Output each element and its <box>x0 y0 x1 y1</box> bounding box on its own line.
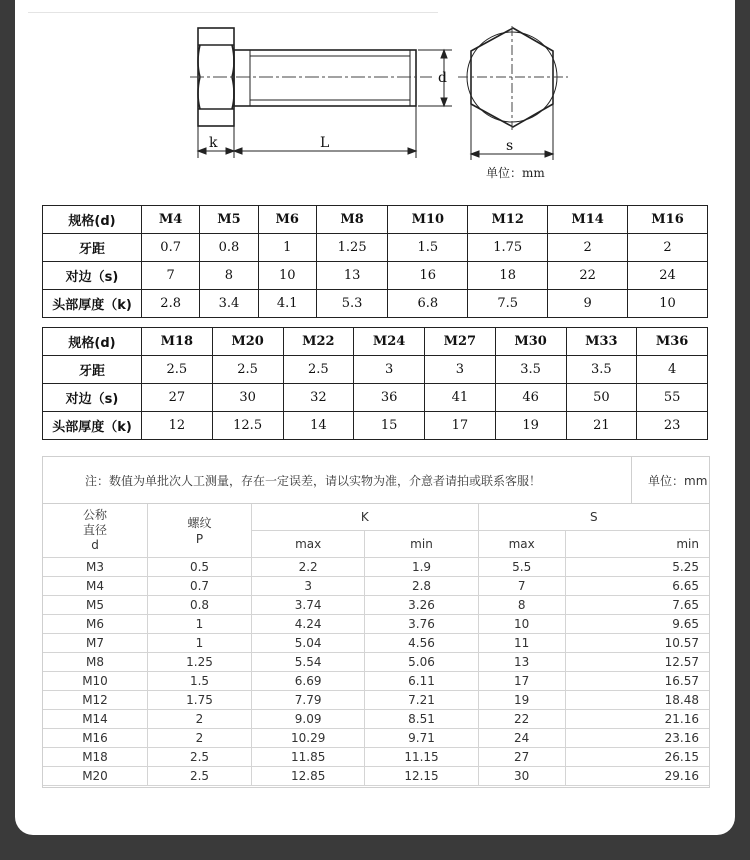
s-label: s <box>506 138 514 154</box>
size-cell: M33 <box>566 328 637 356</box>
nominal-cell: M3 <box>43 558 148 577</box>
s-cell: 8 <box>200 262 258 290</box>
pitch-cell: 1.5 <box>388 234 468 262</box>
k-cell: 21 <box>566 412 637 440</box>
row-label: 规格(d) <box>43 206 142 234</box>
s-cell: 32 <box>283 384 354 412</box>
s-min-cell: 21.16 <box>565 710 709 729</box>
k-min-cell: 2.8 <box>365 577 478 596</box>
k-min-cell: 7.21 <box>365 691 478 710</box>
s-cell: 22 <box>548 262 628 290</box>
s-max-cell: 11 <box>478 634 565 653</box>
k-cell: 2.8 <box>142 290 200 318</box>
s-min-cell: 6.65 <box>565 577 709 596</box>
k-cell: 5.3 <box>316 290 387 318</box>
across-flats-row <box>43 384 708 412</box>
size-cell: M22 <box>283 328 354 356</box>
pitch-cell: 3.5 <box>566 356 637 384</box>
header-text: 直径 <box>82 523 107 537</box>
nominal-diameter-header <box>43 504 148 558</box>
s-cell: 36 <box>354 384 425 412</box>
bolt-diagram <box>0 0 750 200</box>
pitch-cell: 1.25 <box>148 653 252 672</box>
k-max-cell: 5.54 <box>252 653 365 672</box>
pitch-row <box>43 356 708 384</box>
nominal-cell: M7 <box>43 634 148 653</box>
k-cell: 9 <box>548 290 628 318</box>
size-cell: M12 <box>468 206 548 234</box>
spec-table-block-1 <box>42 205 708 318</box>
row-label: 牙距 <box>43 356 142 384</box>
table-row <box>43 558 709 577</box>
s-max-cell: 13 <box>478 653 565 672</box>
header-text: 螺纹 <box>187 515 212 530</box>
size-cell: M14 <box>548 206 628 234</box>
pitch-cell: 0.7 <box>142 234 200 262</box>
k-max-header: max <box>252 531 365 558</box>
s-cell: 24 <box>628 262 708 290</box>
dimension-rows <box>43 558 709 786</box>
s-min-cell: 18.48 <box>565 691 709 710</box>
s-cell: 50 <box>566 384 637 412</box>
pitch-cell: 3.5 <box>495 356 566 384</box>
s-max-cell: 17 <box>478 672 565 691</box>
k-cell: 10 <box>628 290 708 318</box>
s-max-cell: 19 <box>478 691 565 710</box>
pitch-cell: 0.5 <box>148 558 252 577</box>
s-cell: 41 <box>425 384 496 412</box>
s-max-cell: 27 <box>478 748 565 767</box>
across-flats-row <box>43 262 708 290</box>
size-cell: M10 <box>388 206 468 234</box>
table-row <box>43 729 709 748</box>
diagram-unit: 单位：mm <box>486 166 545 180</box>
s-min-cell: 12.57 <box>565 653 709 672</box>
s-min-cell: 29.16 <box>565 767 709 786</box>
k-cell: 4.1 <box>258 290 316 318</box>
s-cell: 46 <box>495 384 566 412</box>
k-cell: 7.5 <box>468 290 548 318</box>
size-cell: M5 <box>200 206 258 234</box>
k-min-cell: 6.11 <box>365 672 478 691</box>
s-cell: 13 <box>316 262 387 290</box>
nominal-cell: M5 <box>43 596 148 615</box>
pitch-cell: 0.8 <box>148 596 252 615</box>
s-cell: 18 <box>468 262 548 290</box>
s-min-cell: 9.65 <box>565 615 709 634</box>
k-max-cell: 4.24 <box>252 615 365 634</box>
pitch-cell: 2.5 <box>148 748 252 767</box>
k-max-cell: 5.04 <box>252 634 365 653</box>
header-row <box>43 504 709 531</box>
row-label: 头部厚度（k) <box>43 290 142 318</box>
s-cell: 7 <box>142 262 200 290</box>
s-cell: 55 <box>637 384 708 412</box>
pitch-cell: 2.5 <box>283 356 354 384</box>
note-divider <box>631 457 632 503</box>
pitch-cell: 2.5 <box>142 356 213 384</box>
k-min-cell: 1.9 <box>365 558 478 577</box>
s-cell: 10 <box>258 262 316 290</box>
thread-pitch-header <box>148 504 252 558</box>
pitch-cell: 1.25 <box>316 234 387 262</box>
k-max-cell: 7.79 <box>252 691 365 710</box>
k-cell: 6.8 <box>388 290 468 318</box>
size-cell: M30 <box>495 328 566 356</box>
size-cell: M6 <box>258 206 316 234</box>
pitch-cell: 1.75 <box>468 234 548 262</box>
head-height-row <box>43 290 708 318</box>
s-max-cell: 24 <box>478 729 565 748</box>
size-row <box>43 206 708 234</box>
pitch-row <box>43 234 708 262</box>
k-header: K <box>252 504 479 531</box>
row-label: 规格(d) <box>43 328 142 356</box>
k-min-cell: 3.76 <box>365 615 478 634</box>
pitch-cell: 2 <box>548 234 628 262</box>
k-cell: 14 <box>283 412 354 440</box>
nominal-cell: M8 <box>43 653 148 672</box>
table-row <box>43 653 709 672</box>
header-text: d <box>91 538 99 552</box>
measurement-note: 注：数值为单批次人工测量，存在一定误差，请以实物为准，介意者请拍或联系客服！ <box>85 474 542 488</box>
unit-label: 单位：mm <box>648 474 708 488</box>
head-height-row <box>43 412 708 440</box>
s-max-header: max <box>478 531 565 558</box>
table-row <box>43 577 709 596</box>
row-label: 头部厚度（k) <box>43 412 142 440</box>
header-text: 公称 <box>82 508 107 522</box>
k-cell: 17 <box>425 412 496 440</box>
nominal-cell: M12 <box>43 691 148 710</box>
k-max-cell: 10.29 <box>252 729 365 748</box>
nominal-cell: M4 <box>43 577 148 596</box>
s-max-cell: 10 <box>478 615 565 634</box>
table-row <box>43 634 709 653</box>
nominal-cell: M16 <box>43 729 148 748</box>
k-min-cell: 4.56 <box>365 634 478 653</box>
k-cell: 3.4 <box>200 290 258 318</box>
size-cell: M18 <box>142 328 213 356</box>
s-min-cell: 10.57 <box>565 634 709 653</box>
nominal-cell: M20 <box>43 767 148 786</box>
nominal-cell: M10 <box>43 672 148 691</box>
k-min-cell: 8.51 <box>365 710 478 729</box>
row-label: 对边（s) <box>43 262 142 290</box>
size-cell: M4 <box>142 206 200 234</box>
k-max-cell: 11.85 <box>252 748 365 767</box>
size-cell: M20 <box>212 328 283 356</box>
pitch-cell: 2 <box>148 710 252 729</box>
size-cell: M36 <box>637 328 708 356</box>
size-row <box>43 328 708 356</box>
table-row <box>43 672 709 691</box>
k-max-cell: 12.85 <box>252 767 365 786</box>
table-row <box>43 767 709 786</box>
k-min-cell: 5.06 <box>365 653 478 672</box>
s-min-cell: 23.16 <box>565 729 709 748</box>
k-label: k <box>209 135 218 151</box>
size-cell: M16 <box>628 206 708 234</box>
k-max-cell: 9.09 <box>252 710 365 729</box>
s-max-cell: 5.5 <box>478 558 565 577</box>
size-cell: M8 <box>316 206 387 234</box>
s-cell: 30 <box>212 384 283 412</box>
d-label: d <box>438 70 447 86</box>
s-max-cell: 22 <box>478 710 565 729</box>
k-cell: 23 <box>637 412 708 440</box>
table-row <box>43 710 709 729</box>
pitch-cell: 2.5 <box>212 356 283 384</box>
s-max-cell: 7 <box>478 577 565 596</box>
k-min-cell: 11.15 <box>365 748 478 767</box>
s-header: S <box>478 504 709 531</box>
nominal-cell: M6 <box>43 615 148 634</box>
table-row <box>43 596 709 615</box>
s-min-cell: 26.15 <box>565 748 709 767</box>
s-cell: 16 <box>388 262 468 290</box>
k-max-cell: 3.74 <box>252 596 365 615</box>
table-row <box>43 615 709 634</box>
l-label: L <box>320 135 330 151</box>
pitch-cell: 1 <box>148 615 252 634</box>
k-max-cell: 6.69 <box>252 672 365 691</box>
header-text: P <box>195 531 204 546</box>
k-cell: 12 <box>142 412 213 440</box>
k-min-cell: 3.26 <box>365 596 478 615</box>
table-row <box>43 691 709 710</box>
pitch-cell: 2 <box>148 729 252 748</box>
dimension-grid <box>43 504 709 786</box>
s-max-cell: 30 <box>478 767 565 786</box>
k-min-header: min <box>365 531 478 558</box>
k-max-cell: 3 <box>252 577 365 596</box>
size-cell: M24 <box>354 328 425 356</box>
k-min-cell: 9.71 <box>365 729 478 748</box>
k-cell: 19 <box>495 412 566 440</box>
table-row <box>43 748 709 767</box>
pitch-cell: 1.5 <box>148 672 252 691</box>
row-label: 对边（s) <box>43 384 142 412</box>
s-min-cell: 7.65 <box>565 596 709 615</box>
k-cell: 12.5 <box>212 412 283 440</box>
nominal-cell: M14 <box>43 710 148 729</box>
pitch-cell: 2 <box>628 234 708 262</box>
pitch-cell: 1 <box>258 234 316 262</box>
s-cell: 27 <box>142 384 213 412</box>
pitch-cell: 2.5 <box>148 767 252 786</box>
row-label: 牙距 <box>43 234 142 262</box>
note-row <box>43 457 709 504</box>
nominal-cell: M18 <box>43 748 148 767</box>
spec-table-block-2 <box>42 327 708 440</box>
size-cell: M27 <box>425 328 496 356</box>
k-cell: 15 <box>354 412 425 440</box>
k-max-cell: 2.2 <box>252 558 365 577</box>
pitch-cell: 3 <box>425 356 496 384</box>
k-min-cell: 12.15 <box>365 767 478 786</box>
pitch-cell: 0.8 <box>200 234 258 262</box>
pitch-cell: 1.75 <box>148 691 252 710</box>
s-min-cell: 5.25 <box>565 558 709 577</box>
bolt-shank <box>234 50 416 106</box>
dimension-table <box>42 456 710 788</box>
s-min-cell: 16.57 <box>565 672 709 691</box>
pitch-cell: 3 <box>354 356 425 384</box>
pitch-cell: 0.7 <box>148 577 252 596</box>
s-max-cell: 8 <box>478 596 565 615</box>
pitch-cell: 1 <box>148 634 252 653</box>
pitch-cell: 4 <box>637 356 708 384</box>
s-min-header: min <box>565 531 709 558</box>
